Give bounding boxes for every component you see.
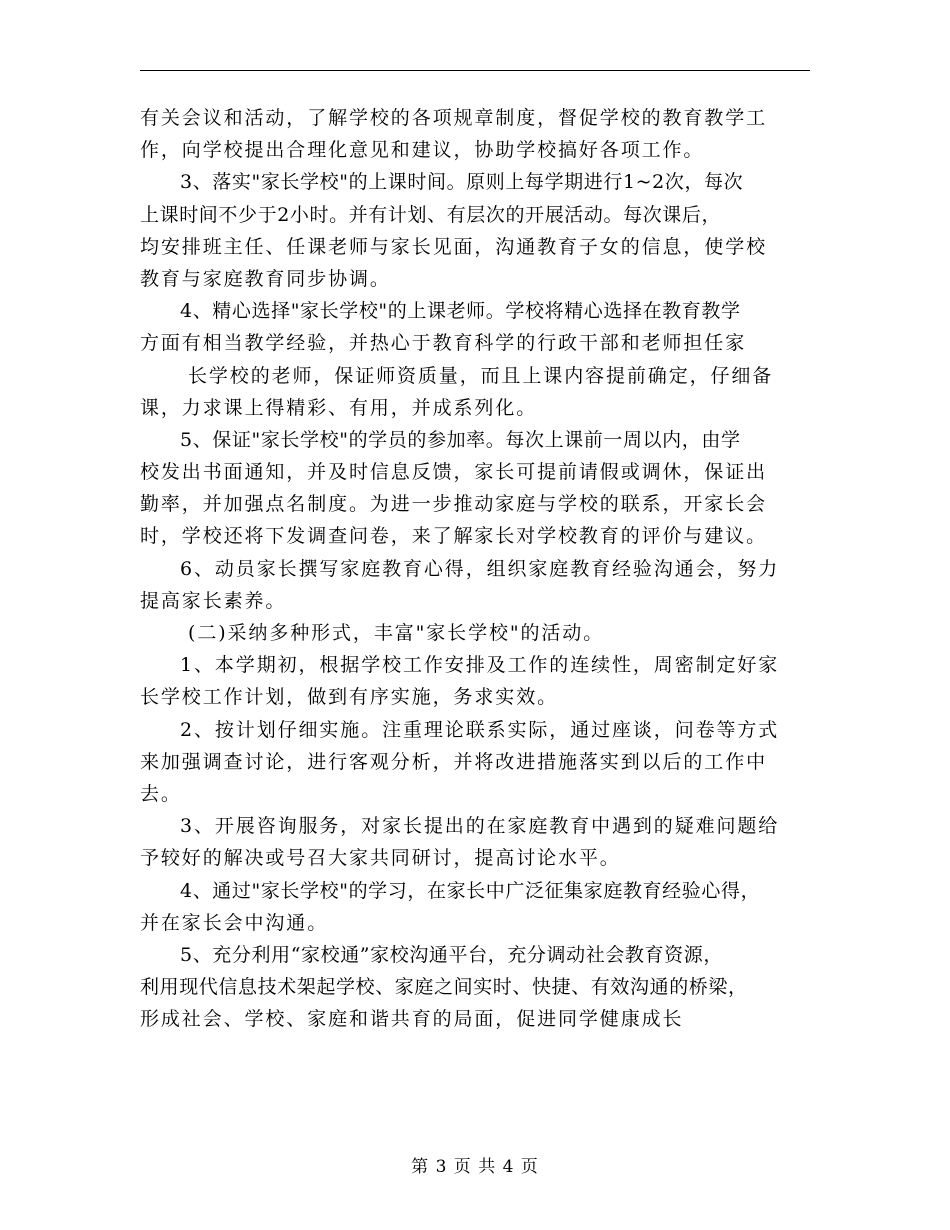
text-line: 提高家长素养。 (140, 589, 287, 612)
document-body (140, 102, 810, 1035)
text-line: 1、本学期初，根据学校工作安排及工作的连续性，周密制定好家 (180, 654, 780, 677)
text-line: 并在家长会中沟通。 (140, 911, 329, 934)
text-line: 长学校工作计划，做到有序实施，务求实效。 (140, 686, 559, 709)
text-line: 勤率，并加强点名制度。为进一步推动家庭与学校的联系，开家长会 (140, 493, 768, 516)
page-footer: 第 3 页 共 4 页 (411, 1157, 539, 1177)
text-line: 3、落实"家长学校"的上课时间。原则上每学期进行1~2次，每次 (180, 171, 744, 194)
text-line: 校发出书面通知，并及时信息反馈，家长可提前请假或调休，保证出 (140, 461, 768, 484)
text-line: 予较好的解决或号召大家共同研讨，提高讨论水平。 (140, 847, 621, 870)
text-line: 形成社会、学校、家庭和谐共育的局面，促进同学健康成长 (140, 1008, 684, 1031)
text-line: 4、精心选择"家长学校"的上课老师。学校将精心选择在教育教学 (180, 300, 741, 323)
text-line: 课，力求课上得精彩、有用，并成系列化。 (140, 396, 538, 419)
text-line: 6、动员家长撰写家庭教育心得，组织家庭教育经验沟通会，努力 (180, 557, 780, 580)
text-line: 4、通过"家长学校"的学习，在家长中广泛征集家庭教育经验心得， (180, 879, 761, 902)
text-line: 方面有相当教学经验，并热心于教育科学的行政干部和老师担任家 (140, 332, 747, 355)
text-line: 来加强调查讨论，进行客观分析，并将改进措施落实到以后的工作中 (140, 750, 768, 773)
text-line: 时，学校还将下发调查问卷，来了解家长对学校教育的评价与建议。 (140, 525, 768, 548)
text-line: 有关会议和活动，了解学校的各项规章制度，督促学校的教育教学工 (140, 107, 768, 129)
text-line: 长学校的老师，保证师资质量，而且上课内容提前确定，仔细备 (188, 364, 774, 387)
text-line: 上课时间不少于2小时。并有计划、有层次的开展活动。每次课后， (140, 203, 722, 226)
text-line: 作，向学校提出合理化意见和建议，协助学校搞好各项工作。 (140, 139, 705, 162)
text-line: 2、按计划仔细实施。注重理论联系实际，通过座谈，问卷等方式 (180, 718, 780, 741)
text-line: 去。 (140, 782, 182, 805)
header-rule (140, 70, 810, 71)
text-line: (二)采纳多种形式，丰富"家长学校"的活动。 (188, 622, 605, 644)
text-line: 5、充分利用“家校通”家校沟通平台，充分调动社会教育资源， (180, 943, 723, 966)
text-line: 利用现代信息技术架起学校、家庭之间实时、快捷、有效沟通的桥梁， (140, 976, 748, 999)
text-line: 教育与家庭教育同步协调。 (140, 267, 391, 290)
text-line: 5、保证"家长学校"的学员的参加率。每次上课前一周以内，由学 (180, 428, 741, 451)
text-line: 均安排班主任、任课老师与家长见面，沟通教育子女的信息，使学校 (140, 235, 768, 258)
text-line: 3、开展咨询服务，对家长提出的在家庭教育中遇到的疑难问题给 (180, 815, 780, 838)
